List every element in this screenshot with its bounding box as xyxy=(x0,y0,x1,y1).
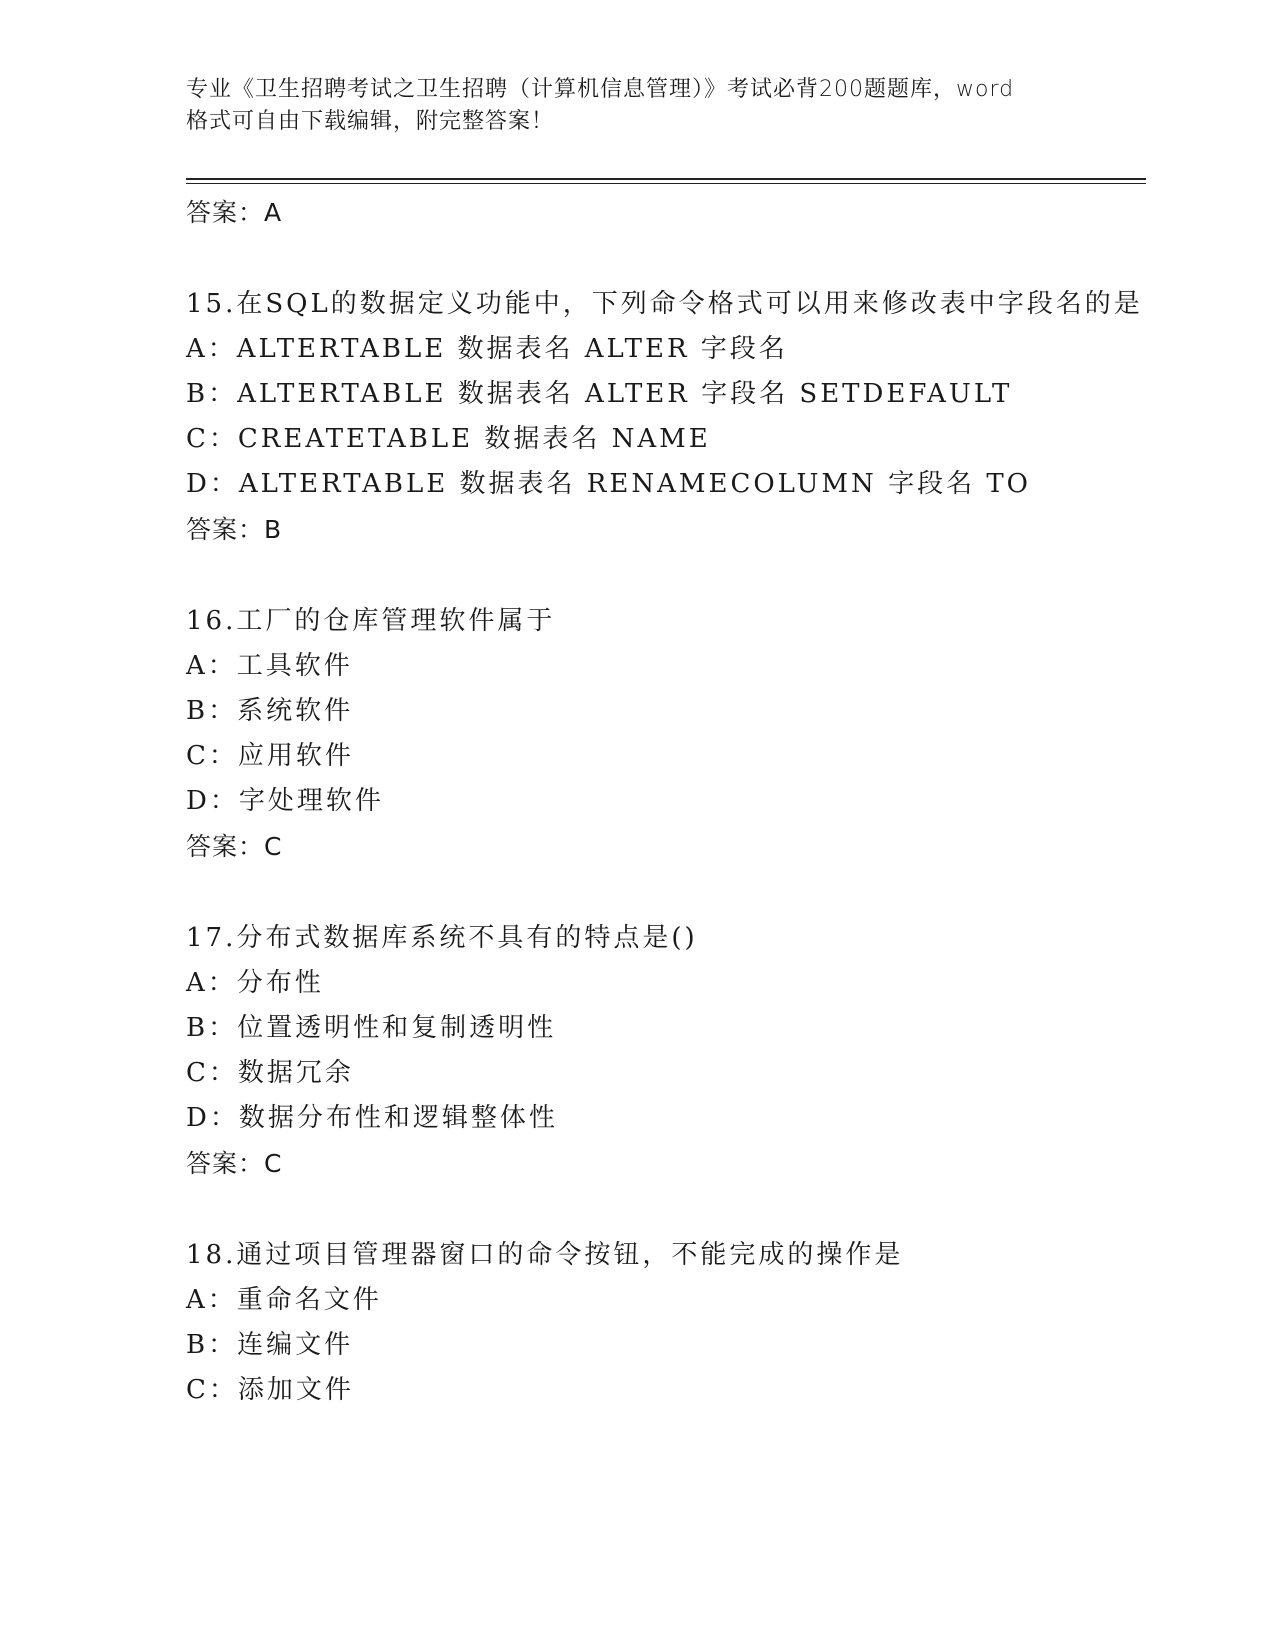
option-c: C：数据冗余 xyxy=(186,1058,354,1088)
option-b: B：系统软件 xyxy=(186,696,354,726)
question-block xyxy=(186,1233,1146,1413)
header-title-line-2: 格式可自由下载编辑，附完整答案！ xyxy=(186,109,555,134)
question-text: 15.在SQL的数据定义功能中，下列命令格式可以用来修改表中字段名的是 xyxy=(186,289,1143,319)
option-a: A：分布性 xyxy=(186,968,324,998)
option-d: D：字处理软件 xyxy=(186,786,384,816)
option-c: C：应用软件 xyxy=(186,741,354,771)
header-title-line-1: 专业《卫生招聘考试之卫生招聘（计算机信息管理）》考试必背200题题库，word xyxy=(186,77,1015,102)
question-text: 17.分布式数据库系统不具有的特点是() xyxy=(186,923,698,953)
option-b: B：位置透明性和复制透明性 xyxy=(186,1013,557,1043)
option-b: B：连编文件 xyxy=(186,1330,354,1360)
question-list xyxy=(186,190,1146,1413)
option-c: C：CREATETABLE 数据表名 NAME xyxy=(186,424,711,454)
question-block xyxy=(186,916,1146,1186)
option-d: D：数据分布性和逻辑整体性 xyxy=(186,1103,558,1133)
header-rule-thin xyxy=(186,183,1146,184)
question-block xyxy=(186,599,1146,869)
answer: 答案：C xyxy=(186,1149,283,1178)
question-text: 18.通过项目管理器窗口的命令按钮，不能完成的操作是 xyxy=(186,1240,904,1270)
option-a: A：工具软件 xyxy=(186,651,353,681)
question-block xyxy=(186,282,1146,552)
answer: 答案：C xyxy=(186,832,283,861)
option-a: A：重命名文件 xyxy=(186,1285,382,1315)
option-a: A：ALTERTABLE 数据表名 ALTER 字段名 xyxy=(186,334,788,364)
option-c: C：添加文件 xyxy=(186,1375,354,1405)
header-rule-thick xyxy=(186,178,1146,180)
option-d: D：ALTERTABLE 数据表名 RENAMECOLUMN 字段名 TO xyxy=(186,469,1031,499)
question-text: 16.工厂的仓库管理软件属于 xyxy=(186,606,556,636)
previous-answer: 答案：A xyxy=(186,198,283,227)
document-header xyxy=(186,74,1086,138)
option-b: B：ALTERTABLE 数据表名 ALTER 字段名 SETDEFAULT xyxy=(186,379,1013,409)
answer: 答案：B xyxy=(186,515,283,544)
